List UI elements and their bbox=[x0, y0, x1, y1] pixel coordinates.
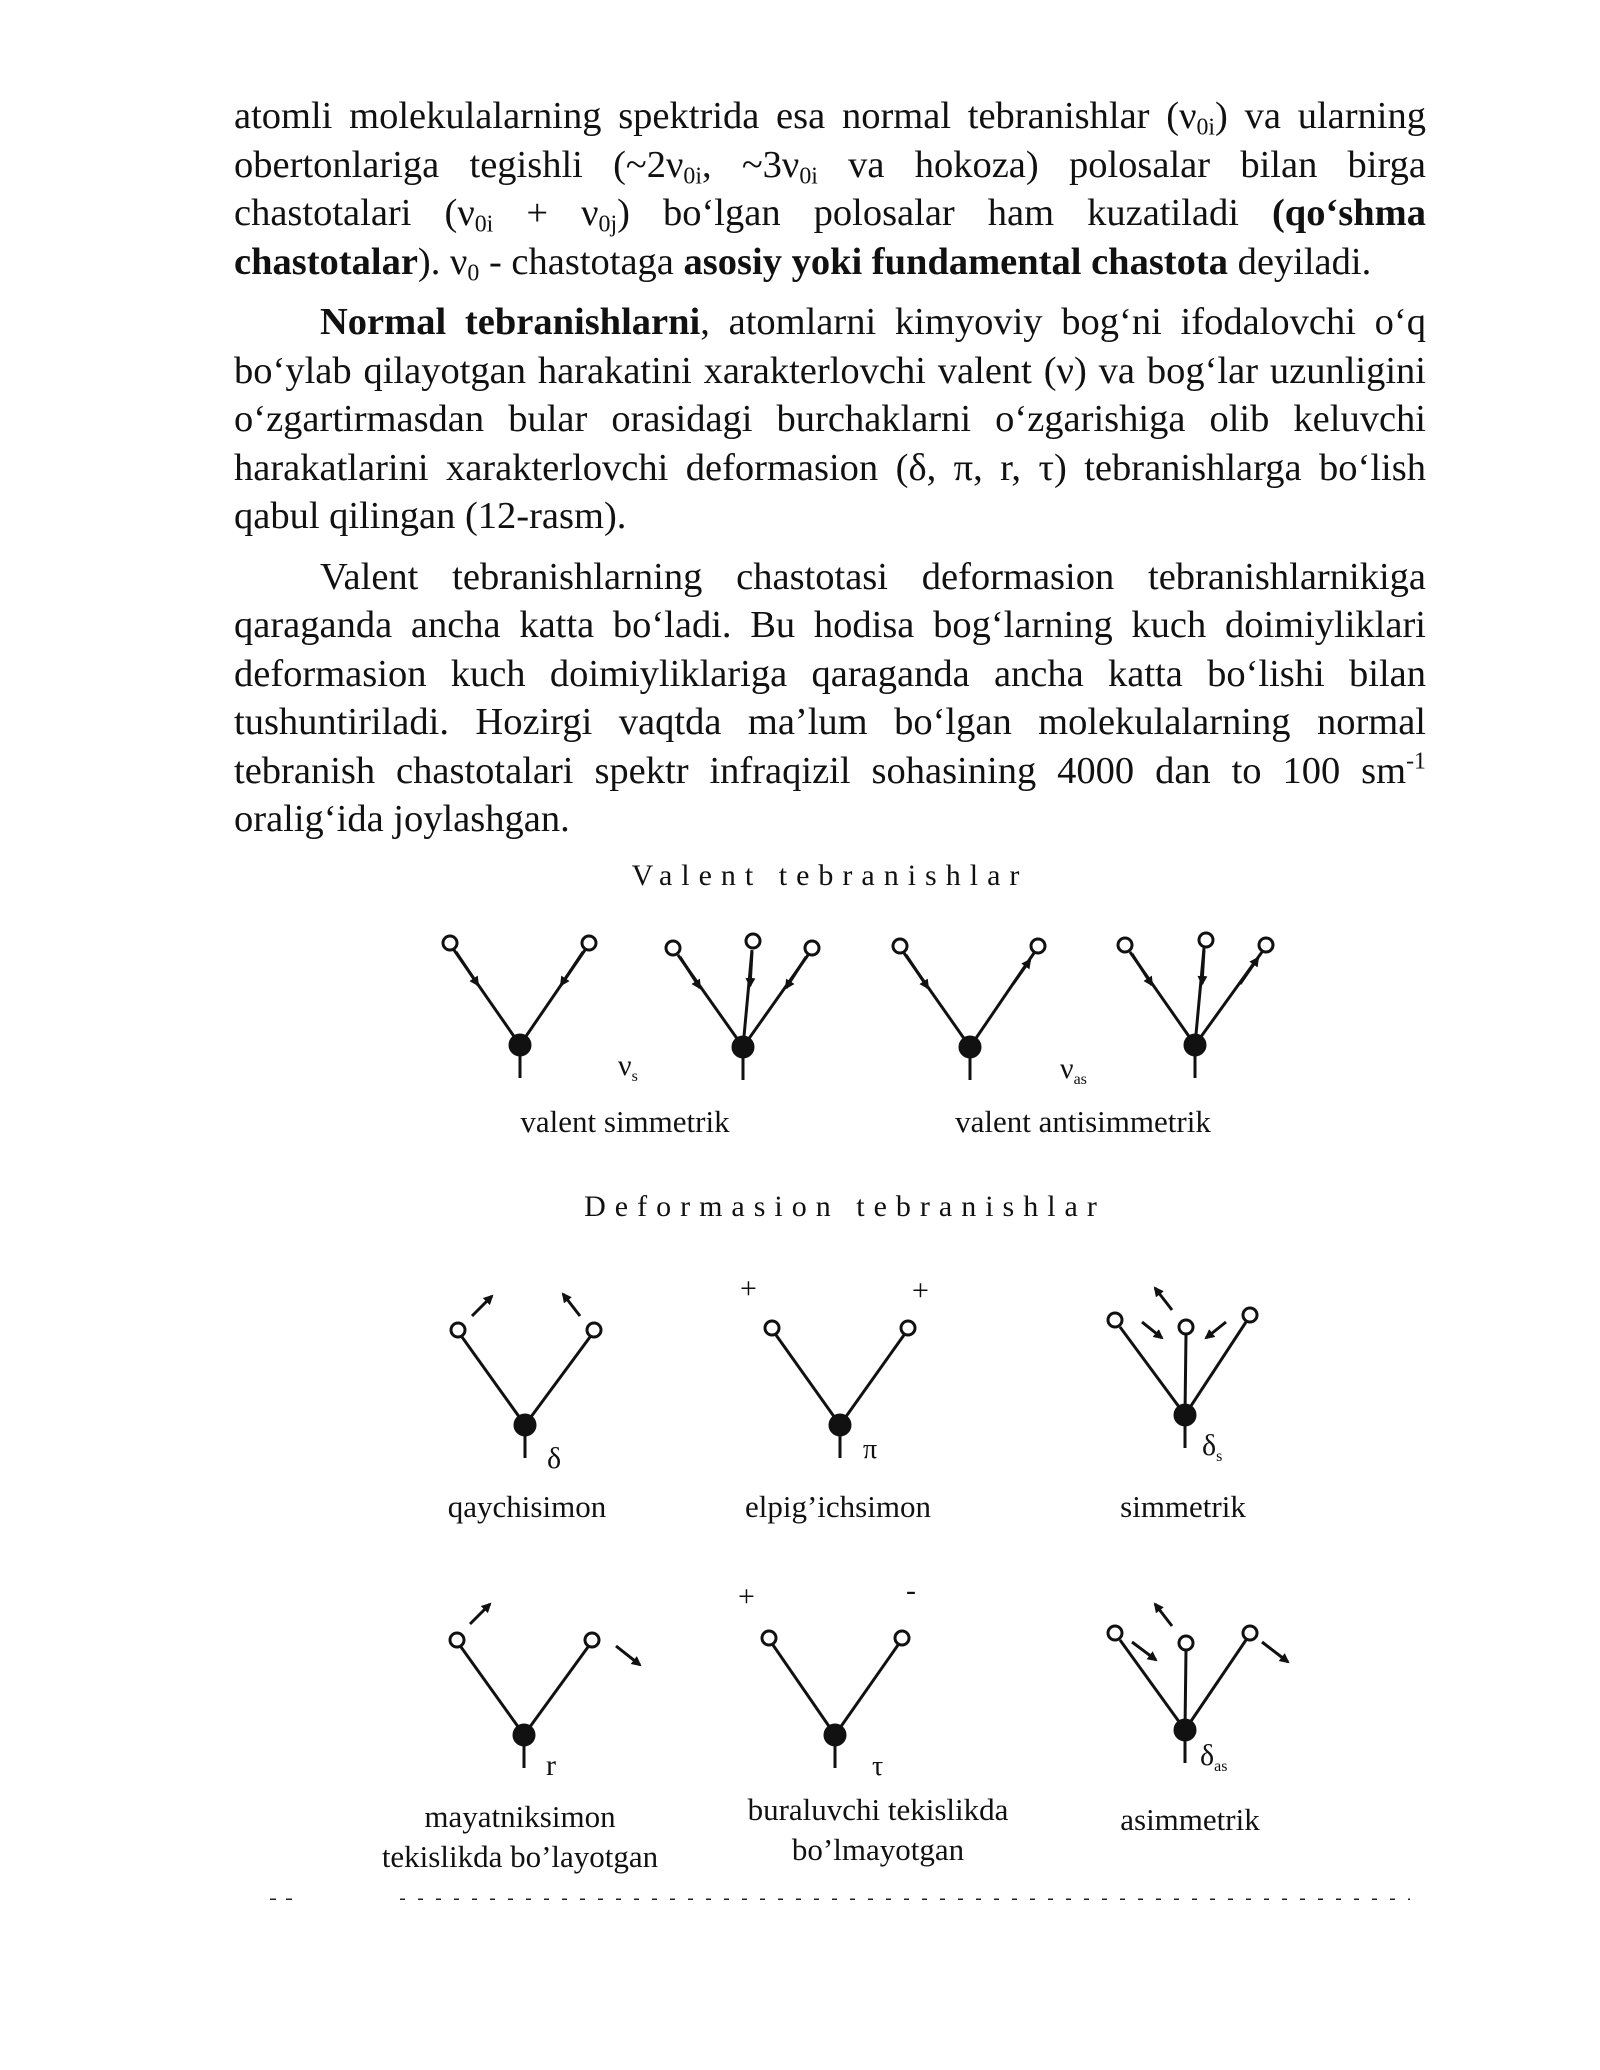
valent-asym-diagram-1 bbox=[893, 939, 1045, 1080]
scissoring-diagram bbox=[451, 1294, 601, 1458]
text-run: va hokoza) polosalar bilan birga chastotalari (ν bbox=[234, 143, 1426, 234]
text-run: , ~3ν bbox=[701, 143, 800, 186]
subscript: 0i bbox=[683, 163, 702, 190]
valent-asym-diagram-2 bbox=[1118, 933, 1273, 1078]
valent-sym-diagram-1 bbox=[443, 936, 596, 1078]
text-run: oralig‘ida joylashgan. bbox=[234, 798, 570, 840]
nu-as-symbol: $\nu_{as}$ bbox=[1060, 1052, 1087, 1088]
subscript: 0 bbox=[467, 260, 480, 287]
text-run: - chastotaga bbox=[479, 240, 684, 283]
subscript: 0i bbox=[474, 211, 494, 238]
text-run: atomli molekulalarning spektrida esa normal tebranishlar (ν bbox=[234, 95, 1197, 137]
delta-s-symbol: $\delta_s$ bbox=[1202, 1429, 1223, 1465]
subscript: 0j bbox=[598, 211, 618, 238]
delta-symbol: δ bbox=[547, 1442, 562, 1475]
tau-symbol: τ bbox=[872, 1751, 884, 1782]
bold-term: (qo‘shma chastotalar bbox=[234, 192, 1427, 283]
text-run: ). ν bbox=[417, 240, 468, 283]
valent-sym-label: valent simmetrik bbox=[520, 1104, 730, 1139]
twisting-diagram bbox=[762, 1631, 909, 1768]
pendulum-label-line2: tekislikda bo’layotgan bbox=[381, 1839, 659, 1874]
valent-heading: Valent tebranishlar bbox=[631, 859, 1029, 892]
text-run: , atomlarni kimyoviy bog‘ni ifodalovchi o‘q bo‘ylab qilayotgan harakatini xarakterlovchi valent (ν) va bog‘lar uzunligini o‘zgartirmasdan bular orasidagi burchaklarni o‘zgarishiga olib keluvchi harakatlarini xarakterlovchi deformasion (δ, π, r, τ) tebranishlarga bo‘lish qabul qilingan (12-rasm). bbox=[234, 301, 1426, 537]
delta-as-symbol: $\delta_{as}$ bbox=[1200, 1739, 1228, 1775]
nu-s-symbol: $\nu_s$ bbox=[618, 1049, 638, 1085]
symmetric-deform-diagram bbox=[1108, 1288, 1257, 1448]
minus-sign: - bbox=[906, 1574, 916, 1607]
text-run: Valent tebranishlarning chastotasi deformasion tebranishlarnikiga qaraganda ancha katta bo‘ladi. Bu hodisa bog‘larning kuch doimiyliklari deformasion kuch doimiyliklariga qaraganda ancha katta bo‘lishi bilan tushuntiriladi. Hozirgi vaqtda ma’lum bo‘lgan molekulalarning normal tebranish chastotalari spektr infraqizil sohasining 4000 dan to 100 sm bbox=[234, 555, 1426, 792]
symmetric-label: simmetrik bbox=[1120, 1489, 1246, 1524]
bold-term: Normal tebranishlarni bbox=[320, 301, 701, 343]
bold-term: asosiy yoki fundamental chastota bbox=[683, 240, 1228, 283]
twisting-label-line2: bo’lmayotgan bbox=[791, 1832, 965, 1867]
plus-sign: + bbox=[912, 1274, 929, 1307]
fan-label: elpig’ichsimon bbox=[745, 1489, 931, 1524]
text-run: ) bo‘lgan polosalar ham kuzatiladi bbox=[617, 192, 1272, 234]
text-run: + ν bbox=[493, 192, 599, 234]
plus-sign: + bbox=[740, 1272, 757, 1305]
superscript: -1 bbox=[1406, 748, 1426, 775]
valent-asym-label: valent antisimmetrik bbox=[955, 1104, 1211, 1139]
asymmetric-deform-diagram bbox=[1108, 1604, 1288, 1763]
pendulum-label-line1: mayatniksimon bbox=[424, 1799, 616, 1834]
subscript: 0i bbox=[1196, 114, 1216, 141]
fan-diagram bbox=[765, 1321, 915, 1458]
deform-heading: Deformasion tebranishlar bbox=[584, 1190, 1106, 1223]
pi-symbol: π bbox=[863, 1434, 878, 1465]
asymmetric-label: asimmetrik bbox=[1120, 1802, 1260, 1837]
plus-sign: + bbox=[738, 1580, 755, 1613]
twisting-label-line1: buraluvchi tekislikda bbox=[747, 1792, 1009, 1827]
rocking-diagram bbox=[450, 1604, 640, 1768]
r-symbol: r bbox=[546, 1749, 556, 1782]
text-run: deyiladi. bbox=[1227, 240, 1372, 283]
text-run: ) va ularning obertonlariga tegishli (~2ν bbox=[234, 95, 1427, 186]
valent-sym-diagram-2 bbox=[666, 934, 819, 1080]
scissoring-label: qaychisimon bbox=[447, 1489, 607, 1524]
subscript: 0i bbox=[799, 163, 818, 190]
